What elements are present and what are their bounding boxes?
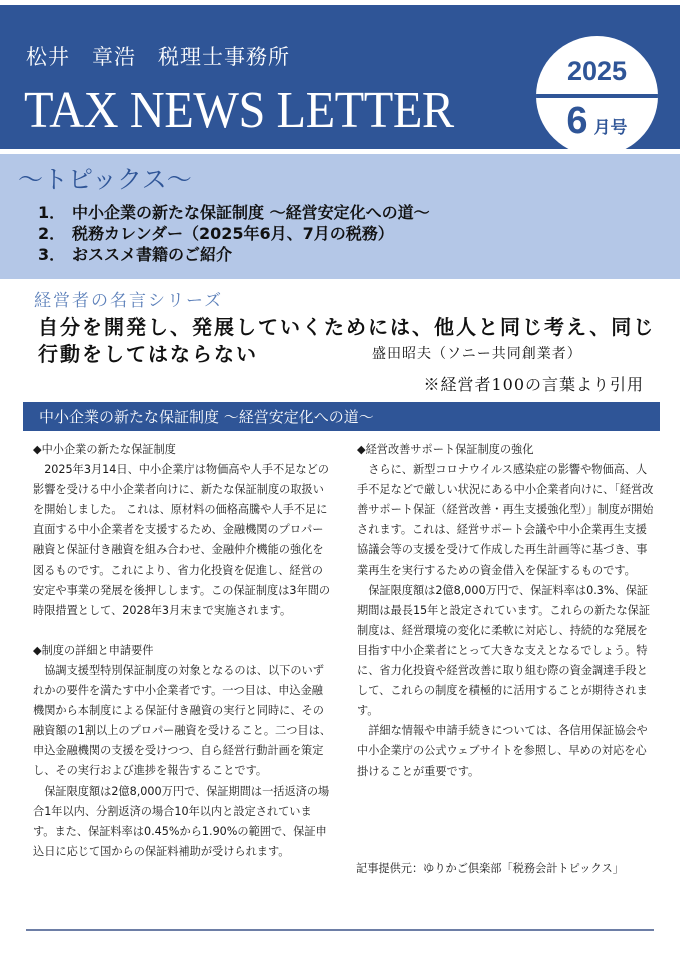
quote-text: 自分を開発し、発展していくためには、他人と同じ考え、同じ行動をしてはならない	[38, 315, 656, 366]
paragraph: さらに、新型コロナウイルス感染症の影響や物価高、人手不足などで厳しい状況にある中小企業者向けに、「経営改善サポート保証（経営改善・再生支援強化型）」制度が開始されます。これは、経営サポート会議や中小企業再生支援協議会等の支援を受けて作成した再生計画等に基づき、事業再生を実行するための資金借入を保証するものです。	[357, 463, 654, 577]
issue-badge	[536, 36, 658, 156]
topics-panel	[0, 154, 680, 279]
article-column-left	[33, 440, 333, 862]
issue-month-suffix: 月号	[593, 118, 628, 137]
issue-divider	[536, 94, 658, 98]
topics-list	[38, 202, 430, 265]
issue-month-number: 6	[566, 100, 588, 142]
article-column-right	[357, 440, 657, 782]
topic-item	[38, 223, 430, 244]
topics-title: ～トピックス～	[18, 165, 192, 194]
spacer	[33, 621, 333, 641]
issue-year: 2025	[566, 56, 628, 86]
topic-number: 3．	[38, 245, 66, 264]
topic-item	[38, 244, 430, 265]
article-heading-bar	[23, 402, 660, 431]
subheading: ◆経営改善サポート保証制度の強化	[357, 443, 534, 456]
paragraph: 保証限度額は2億8,000万円で、保証料率は0.3%、保証期間は最長15年と設定されています。これらの新たな保証制度は、経営環境の変化に柔軟に対応し、持続的な発展を目指す中小企業者にとって大きな支えとなるでしょう。特に、省力化投資や経営改善に取り組む際の資金調達手段として、これらの制度を積極的に活用することが期待されます。	[357, 583, 651, 718]
office-name: 松井 章浩 税理士事務所	[26, 45, 290, 69]
topic-label: 税務カレンダー（2025年6月、7月の税務）	[72, 224, 394, 243]
topic-number: 2．	[38, 224, 66, 243]
quote-series-title: 経営者の名言シリーズ	[34, 291, 224, 311]
paragraph: 詳細な情報や申請手続きについては、各信用保証協会や中小企業庁の公式ウェブサイトを参照し、早めの対応を心掛けることが重要です。	[357, 724, 648, 778]
topic-item	[38, 202, 430, 223]
footer-divider	[26, 929, 654, 931]
subheading: ◆中小企業の新たな保証制度	[33, 443, 176, 456]
newsletter-title: TAX NEWS LETTER	[24, 82, 454, 139]
masthead-banner	[0, 5, 680, 149]
quote-author: 盛田昭夫（ソニー共同創業者）	[372, 346, 582, 362]
quote-source: ※経営者100の言葉より引用	[423, 375, 644, 394]
topic-label: おススメ書籍のご紹介	[72, 245, 233, 264]
issue-month	[536, 100, 658, 143]
paragraph: 協調支援型特別保証制度の対象となるのは、以下のいずれかの要件を満たす中小企業者です。一つ目は、申込金融機関から本制度による保証付き融資の実行と同時に、その融資額の1割以上のプロパー融資を受けること。二つ目は、申込金融機関の支援を受けつつ、自ら経営行動計画を策定し、その実行および進捗を報告することです。	[33, 663, 331, 778]
subheading: ◆制度の詳細と申請要件	[33, 643, 154, 657]
topic-label: 中小企業の新たな保証制度 ～経営安定化への道～	[72, 203, 430, 222]
paragraph: 保証限度額は2億8,000万円で、保証期間は一括返済の場合1年以内、分割返済の場合10年以内と設定されています。また、保証料率は0.45%から1.90%の範囲で、保証申込日に応じて国からの保証料補助が受けられます。	[33, 784, 330, 858]
article-credit: 記事提供元：ゆりかご倶楽部「税務会計トピックス」	[356, 862, 624, 875]
article-heading: 中小企業の新たな保証制度 ～経営安定化への道～	[39, 408, 374, 426]
topic-number: 1．	[38, 203, 66, 222]
paragraph: 2025年3月14日、中小企業庁は物価高や人手不足などの影響を受ける中小企業者向けに、新たな保証制度の取扱いを開始しました。 これは、原材料の価格高騰や人手不足に直面する中小企業者を支援するため、金融機関のプロパー融資と保証付き融資を組み合わせ、金融仲介機能の強化を図るものです。これにより、省力化投資を促進し、経営の安定や事業の発展を後押しします。この保証制度は3年間の時限措置として、2028年3月末まで実施されます。	[33, 463, 331, 617]
